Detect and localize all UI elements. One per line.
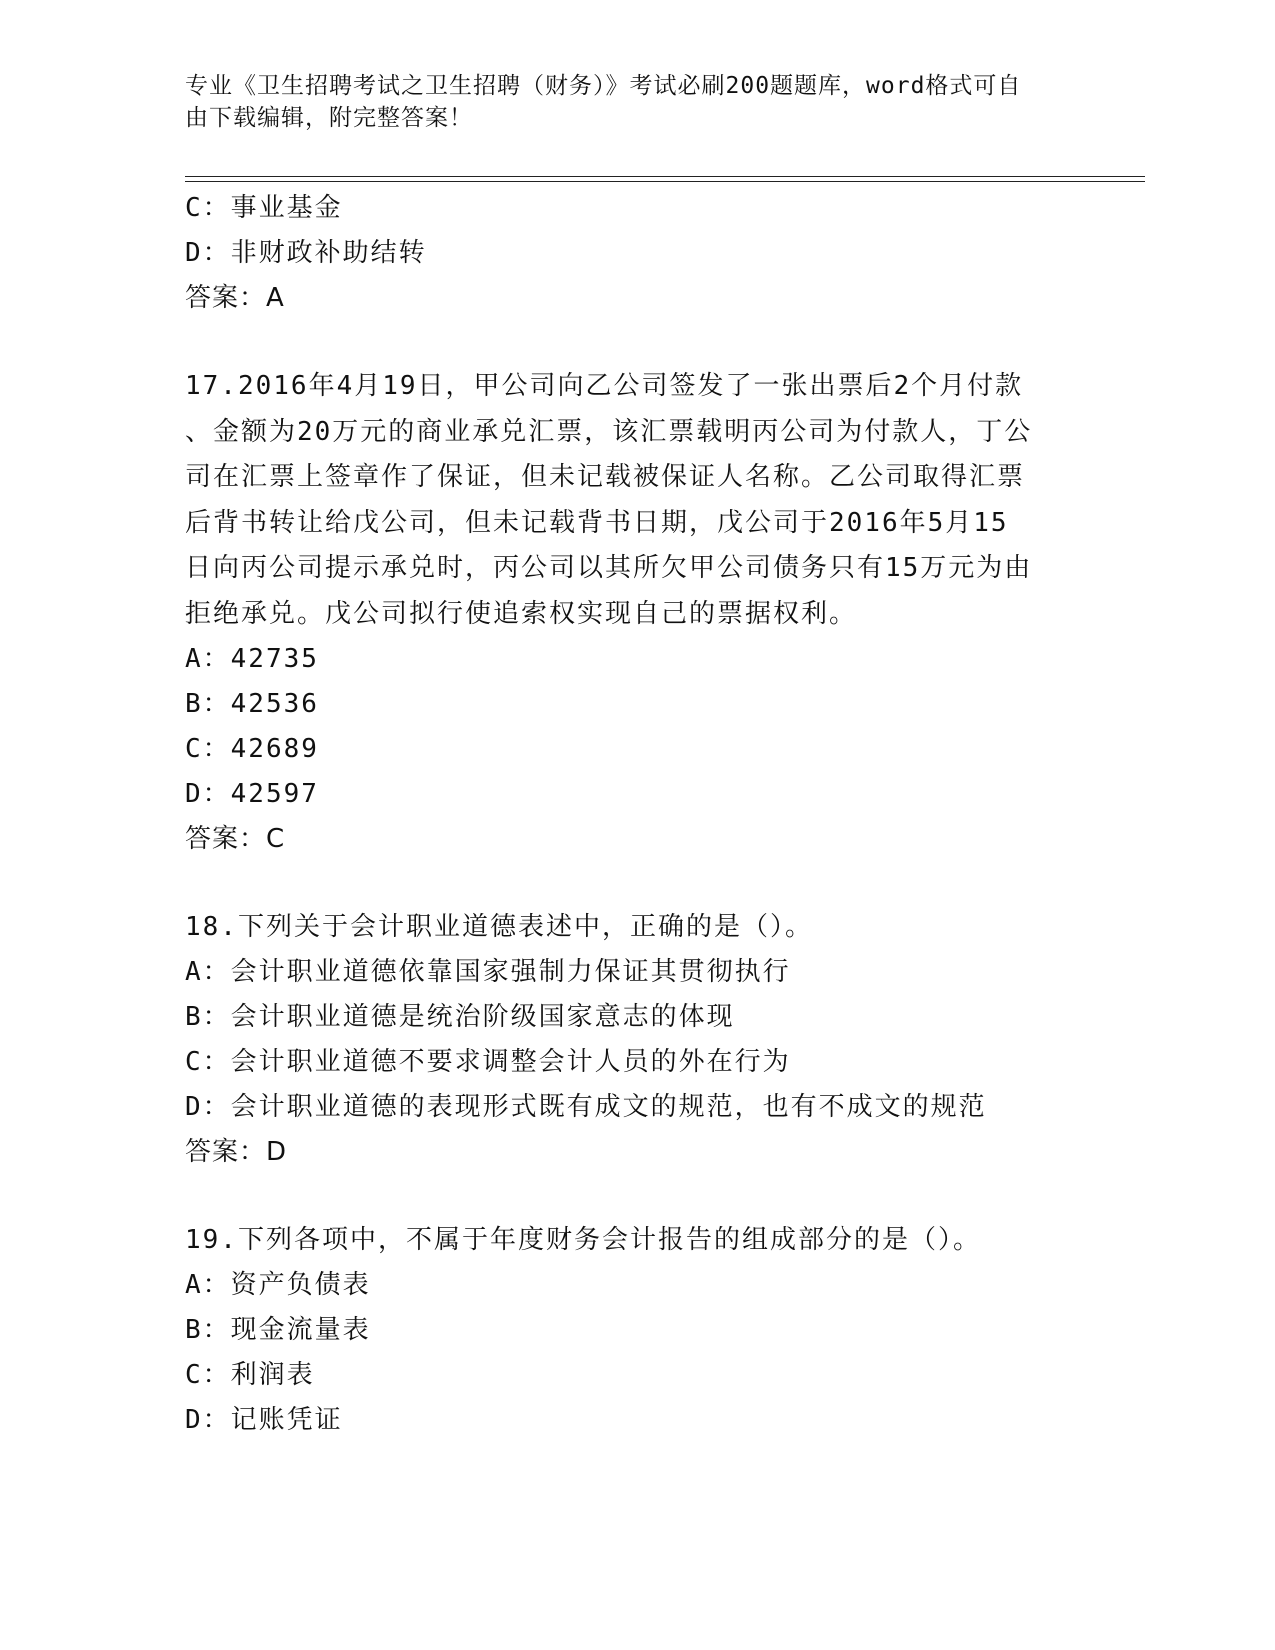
spacer [185, 862, 1085, 905]
option-a: A：资产负债表 [185, 1270, 371, 1300]
option-b: B：42536 [185, 689, 319, 719]
option-a: A：会计职业道德依靠国家强制力保证其贯彻执行 [185, 957, 791, 987]
header-divider-bottom [185, 181, 1145, 182]
question-text-line: 、金额为20万元的商业承兑汇票，该汇票载明丙公司为付款人，丁公 [185, 416, 1033, 447]
question-text-line: 后背书转让给戊公司，但未记载背书日期，戊公司于2016年5月15 [185, 507, 1009, 538]
option-d: D：会计职业道德的表现形式既有成文的规范，也有不成文的规范 [185, 1092, 987, 1122]
question-17 [185, 364, 1085, 862]
option-c: C：事业基金 [185, 193, 343, 223]
question-text-line: 拒绝承兑。戊公司拟行使追索权实现自己的票据权利。 [185, 598, 858, 629]
question-list [185, 186, 1085, 1443]
option-c: C：会计职业道德不要求调整会计人员的外在行为 [185, 1047, 791, 1077]
question-text-line: 日向丙公司提示承兑时，丙公司以其所欠甲公司债务只有15万元为由 [185, 553, 1033, 583]
question-text-line: 司在汇票上签章作了保证，但未记载被保证人名称。乙公司取得汇票 [185, 462, 1026, 492]
answer-line: 答案：A [185, 283, 285, 313]
answer-line: 答案：D [185, 1137, 288, 1167]
option-b: B：现金流量表 [185, 1315, 371, 1345]
option-a: A：42735 [185, 644, 319, 674]
question-text-line: 17.2016年4月19日，甲公司向乙公司签发了一张出票后2个月付款 [185, 371, 1024, 401]
option-b: B：会计职业道德是统治阶级国家意志的体现 [185, 1002, 735, 1032]
question-19 [185, 1218, 1085, 1443]
header-line-1: 专业《卫生招聘考试之卫生招聘（财务）》考试必刷200题题库，word格式可自 [185, 73, 1022, 99]
header-line-2: 由下载编辑，附完整答案！ [185, 105, 473, 131]
option-c: C：42689 [185, 734, 319, 764]
spacer [185, 1175, 1085, 1218]
header-divider-top [185, 176, 1145, 177]
answer-line: 答案：C [185, 824, 286, 854]
option-d: D：42597 [185, 779, 319, 809]
question-text: 18.下列关于会计职业道德表述中，正确的是（）。 [185, 912, 813, 942]
option-d: D：记账凭证 [185, 1405, 343, 1435]
option-d: D：非财政补助结转 [185, 238, 427, 268]
question-text: 19.下列各项中，不属于年度财务会计报告的组成部分的是（）。 [185, 1225, 981, 1255]
option-c: C：利润表 [185, 1360, 315, 1390]
spacer [185, 321, 1085, 364]
document-header [185, 70, 1065, 134]
question-18 [185, 905, 1085, 1175]
previous-question-tail [185, 186, 1085, 321]
